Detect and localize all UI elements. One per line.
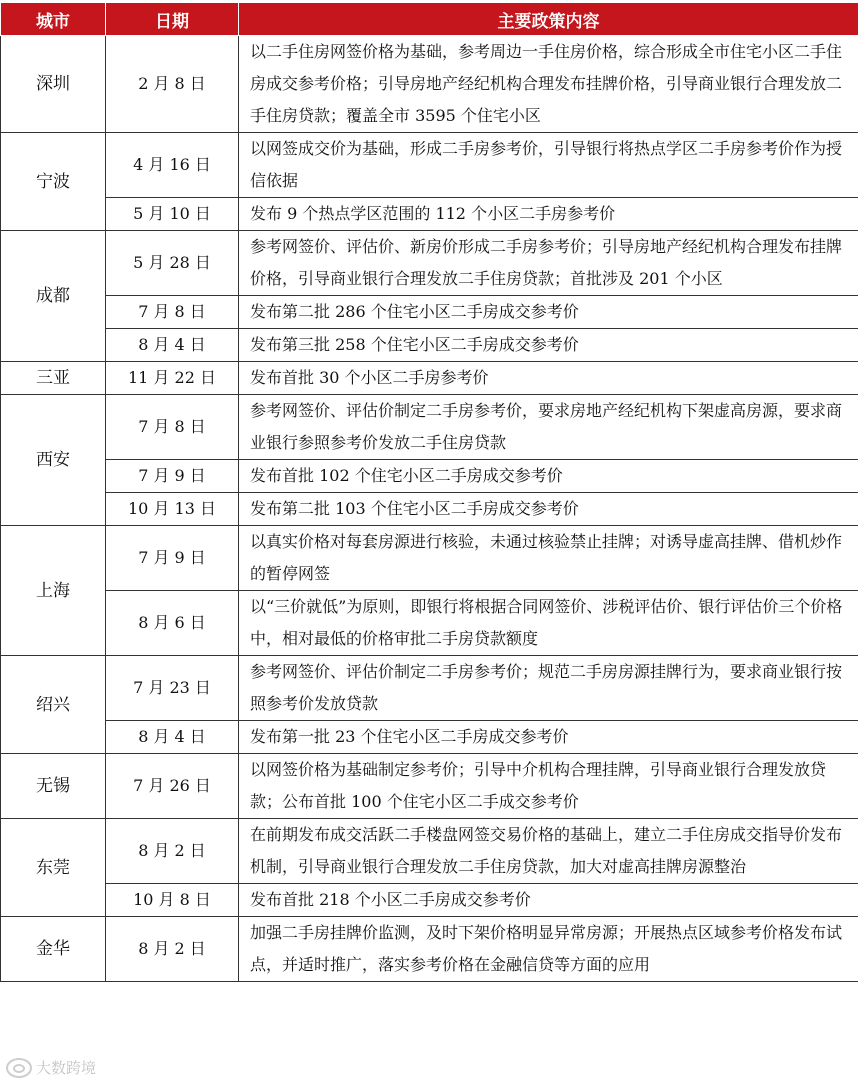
- content-cell: 以网签成交价为基础，形成二手房参考价，引导银行将热点学区二手房参考价作为授信依据: [239, 133, 858, 198]
- content-cell: 发布首批 30 个小区二手房参考价: [239, 362, 858, 395]
- date-cell: 8 月 6 日: [106, 591, 239, 656]
- city-cell: 东莞: [1, 819, 106, 917]
- table-row: [1, 296, 858, 329]
- date-cell: 7 月 26 日: [106, 754, 239, 819]
- date-cell: 8 月 2 日: [106, 819, 239, 884]
- table-row: [1, 721, 858, 754]
- date-cell: 7 月 8 日: [106, 296, 239, 329]
- watermark-logo-icon: [6, 1058, 32, 1078]
- content-cell: 在前期发布成交活跃二手楼盘网签交易价格的基础上，建立二手住房成交指导价发布机制，引导商业银行合理发放二手住房贷款，加大对虚高挂牌房源整治: [239, 819, 858, 884]
- table-row: [1, 884, 858, 917]
- table-row: [1, 917, 858, 982]
- date-cell: 7 月 9 日: [106, 526, 239, 591]
- table-row: [1, 591, 858, 656]
- content-cell: 发布第二批 286 个住宅小区二手房成交参考价: [239, 296, 858, 329]
- city-cell: 西安: [1, 395, 106, 526]
- city-cell: 金华: [1, 917, 106, 982]
- city-cell: 宁波: [1, 133, 106, 231]
- watermark-text: 大数跨境: [36, 1059, 97, 1077]
- date-cell: 7 月 9 日: [106, 460, 239, 493]
- content-cell: 以真实价格对每套房源进行核验，未通过核验禁止挂牌；对诱导虚高挂牌、借机炒作的暂停网签: [239, 526, 858, 591]
- content-cell: 发布第三批 258 个住宅小区二手房成交参考价: [239, 329, 858, 362]
- content-cell: 发布 9 个热点学区范围的 112 个小区二手房参考价: [239, 198, 858, 231]
- city-cell: 无锡: [1, 754, 106, 819]
- date-cell: 5 月 10 日: [106, 198, 239, 231]
- city-cell: 成都: [1, 231, 106, 362]
- content-cell: 以二手住房网签价格为基础，参考周边一手住房价格，综合形成全市住宅小区二手住房成交参考价格；引导房地产经纪机构合理发布挂牌价格，引导商业银行合理发放二手住房贷款；覆盖全市 3595 个住宅小区: [239, 36, 858, 133]
- date-cell: 5 月 28 日: [106, 231, 239, 296]
- date-cell: 4 月 16 日: [106, 133, 239, 198]
- table-row: [1, 754, 858, 819]
- date-cell: 2 月 8 日: [106, 36, 239, 133]
- table-row: [1, 231, 858, 296]
- table-row: [1, 460, 858, 493]
- policy-table: [0, 2, 858, 982]
- date-cell: 8 月 4 日: [106, 329, 239, 362]
- city-cell: 深圳: [1, 36, 106, 133]
- date-cell: 10 月 13 日: [106, 493, 239, 526]
- date-cell: 10 月 8 日: [106, 884, 239, 917]
- city-cell: 上海: [1, 526, 106, 656]
- content-cell: 以网签价格为基础制定参考价；引导中介机构合理挂牌，引导商业银行合理发放贷款；公布首批 100 个住宅小区二手成交参考价: [239, 754, 858, 819]
- table-row: [1, 656, 858, 721]
- content-cell: 发布第一批 23 个住宅小区二手房成交参考价: [239, 721, 858, 754]
- table-row: [1, 198, 858, 231]
- date-cell: 7 月 23 日: [106, 656, 239, 721]
- content-cell: 参考网签价、评估价制定二手房参考价；规范二手房房源挂牌行为，要求商业银行按照参考价发放贷款: [239, 656, 858, 721]
- table-row: [1, 493, 858, 526]
- content-cell: 发布第二批 103 个住宅小区二手房成交参考价: [239, 493, 858, 526]
- table-row: [1, 526, 858, 591]
- date-cell: 8 月 4 日: [106, 721, 239, 754]
- date-cell: 11 月 22 日: [106, 362, 239, 395]
- table-row: [1, 362, 858, 395]
- header-date: 日期: [106, 3, 239, 36]
- table-row: [1, 329, 858, 362]
- content-cell: 参考网签价、评估价制定二手房参考价，要求房地产经纪机构下架虚高房源，要求商业银行参照参考价发放二手住房贷款: [239, 395, 858, 460]
- date-cell: 7 月 8 日: [106, 395, 239, 460]
- table-row: [1, 395, 858, 460]
- watermark: [6, 1057, 96, 1078]
- city-cell: 三亚: [1, 362, 106, 395]
- table-row: [1, 133, 858, 198]
- content-cell: 发布首批 102 个住宅小区二手房成交参考价: [239, 460, 858, 493]
- table-row: [1, 819, 858, 884]
- header-content: 主要政策内容: [239, 3, 858, 36]
- date-cell: 8 月 2 日: [106, 917, 239, 982]
- table-header-row: [1, 3, 858, 36]
- content-cell: 以“三价就低”为原则，即银行将根据合同网签价、涉税评估价、银行评估价三个价格中，相对最低的价格审批二手房贷款额度: [239, 591, 858, 656]
- city-cell: 绍兴: [1, 656, 106, 754]
- table-row: [1, 36, 858, 133]
- content-cell: 参考网签价、评估价、新房价形成二手房参考价；引导房地产经纪机构合理发布挂牌价格，引导商业银行合理发放二手住房贷款；首批涉及 201 个小区: [239, 231, 858, 296]
- content-cell: 发布首批 218 个小区二手房成交参考价: [239, 884, 858, 917]
- content-cell: 加强二手房挂牌价监测，及时下架价格明显异常房源；开展热点区域参考价格发布试点，并适时推广，落实参考价格在金融信贷等方面的应用: [239, 917, 858, 982]
- header-city: 城市: [1, 3, 106, 36]
